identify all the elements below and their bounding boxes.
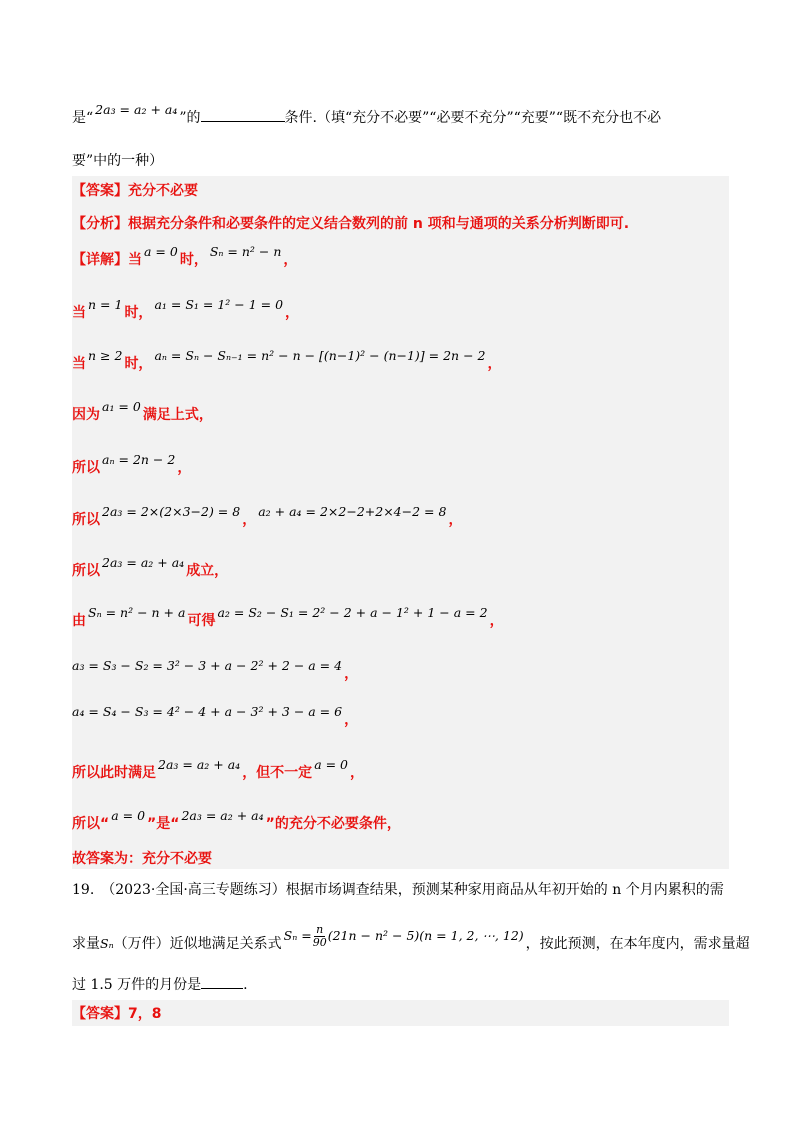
text: ，: [242, 512, 257, 528]
q19-line-1: [72, 880, 724, 900]
analysis-text: 根据充分条件和必要条件的定义结合数列的前 n 项和与通项的关系分析判断即可.: [128, 216, 630, 232]
detail-line-8: [72, 605, 504, 631]
detail-line-9: [72, 658, 359, 684]
text: ，: [350, 765, 365, 781]
formula: a = 0: [144, 244, 178, 259]
formula: 2a₃ = a₂ + a₄: [102, 555, 185, 570]
text: 所以“: [72, 816, 110, 832]
formula: 2a₃ = a₂ + a₄: [181, 808, 264, 823]
text: 可得: [187, 613, 216, 629]
formula: Sₙ = n² − n: [209, 244, 282, 259]
formula: a = 0: [111, 808, 146, 823]
formula: a₃ = S₃ − S₂ = 3² − 3 + a − 2² + 2 − a = 4: [72, 658, 343, 673]
q18-line-2: [72, 151, 163, 171]
question-text: 19. （2023·全国·高三专题练习）根据市场调查结果，预测某种家用商品从年初开始的 n 个月内累积的需: [72, 882, 724, 898]
text: ，: [344, 666, 359, 682]
text: 过 1.5 万件的月份是: [72, 977, 202, 993]
formula: aₙ = 2n − 2: [102, 452, 176, 467]
final-answer-line: [72, 849, 212, 869]
text: ”的: [179, 110, 201, 126]
formula: aₙ = Sₙ − Sₙ₋₁ = n² − n − [(n−1)² − (n−1)] = 2n − 2: [154, 348, 486, 363]
formula: a₂ + a₄ = 2×2−2+2×4−2 = 8: [258, 504, 447, 519]
answer-blank: [201, 107, 285, 122]
demand-formula: [284, 924, 524, 949]
final-answer: 故答案为：充分不必要: [72, 851, 212, 867]
formula: Sₙ: [100, 936, 114, 951]
formula: 2a₃ = 2×(2×3−2) = 8: [102, 504, 241, 519]
detail-line-2: [72, 297, 300, 323]
text: ，: [344, 712, 359, 728]
text: 因为: [72, 407, 100, 423]
text: 所以: [72, 460, 100, 476]
text: ，: [283, 252, 298, 268]
text: 所以: [72, 563, 100, 579]
formula: n ≥ 2: [88, 348, 123, 363]
condition-formula: 2a₃ = a₂ + a₄: [95, 102, 178, 117]
answer-text: 充分不必要: [128, 183, 198, 199]
text: ，: [487, 356, 502, 372]
text: ，: [285, 305, 300, 321]
detail-line-7: [72, 555, 229, 581]
text: ，: [489, 613, 504, 629]
text: 由: [72, 613, 86, 629]
text: 所以: [72, 512, 100, 528]
text: 时，: [124, 305, 153, 321]
formula: Sₙ = n² − n + a: [88, 605, 186, 620]
detail-line-3: [72, 348, 502, 374]
text: ，但不一定: [242, 765, 313, 781]
text: .: [243, 977, 248, 993]
text: ”是“: [147, 816, 180, 832]
answer-blank: [201, 974, 243, 989]
fraction: [313, 924, 327, 949]
text: ，: [177, 460, 192, 476]
text: 求量: [72, 936, 100, 952]
q18-line-1: [72, 102, 662, 128]
formula: a₄ = S₄ − S₃ = 4² − 4 + a − 3² + 3 − a = 6: [72, 704, 343, 719]
text: 当: [72, 356, 86, 372]
q19-line-3: [72, 974, 248, 995]
answer-text: 7，8: [128, 1006, 162, 1022]
text: ，: [448, 512, 463, 528]
text: （万件）近似地满足关系式: [113, 936, 282, 952]
formula: a = 0: [314, 757, 349, 772]
text: 当: [128, 252, 142, 268]
text: ，按此预测，在本年度内，需求量超: [525, 936, 750, 952]
text: 时，: [179, 252, 208, 268]
formula: n = 1: [88, 297, 123, 312]
formula: a₂ = S₂ − S₁ = 2² − 2 + a − 1² + 1 − a = 2: [217, 605, 488, 620]
answer-label: 【答案】: [72, 183, 128, 199]
detail-line-12: [72, 808, 401, 834]
detail-label: 【详解】: [72, 252, 128, 268]
fraction-numerator: n: [316, 923, 324, 936]
text: 成立，: [186, 563, 229, 579]
formula: a₁ = 0: [102, 399, 141, 414]
text: 要”中的一种）: [72, 153, 164, 169]
q19-line-2: [72, 923, 750, 957]
q19-answer-panel: [72, 1000, 729, 1026]
detail-line-11: [72, 757, 365, 783]
detail-line-5: [72, 452, 192, 478]
formula-lhs: Sₙ =: [283, 928, 312, 943]
analysis-line: [72, 214, 629, 234]
text: 满足上式，: [142, 407, 213, 423]
formula: a₁ = S₁ = 1² − 1 = 0: [154, 297, 284, 312]
text: ”的充分不必要条件，: [265, 816, 401, 832]
analysis-label: 【分析】: [72, 216, 128, 232]
text: 所以此时满足: [72, 765, 156, 781]
text: 当: [72, 305, 86, 321]
text: 是“: [72, 110, 94, 126]
detail-line-4: [72, 399, 213, 425]
formula: 2a₃ = a₂ + a₄: [158, 757, 241, 772]
formula-rhs: (21n − n² − 5)(n = 1, 2, ⋯, 12): [327, 928, 524, 943]
text: 条件.（填“充分不必要”“必要不充分”“充要”“既不充分也不必: [284, 110, 662, 126]
detail-line-1: [72, 244, 298, 270]
answer-label: 【答案】: [72, 1006, 128, 1022]
q19-answer-line: [72, 1004, 161, 1024]
fraction-denominator: 90: [312, 936, 327, 949]
detail-line-6: [72, 504, 463, 530]
detail-line-10: [72, 704, 359, 730]
text: 时，: [124, 356, 153, 372]
answer-line: [72, 181, 198, 201]
